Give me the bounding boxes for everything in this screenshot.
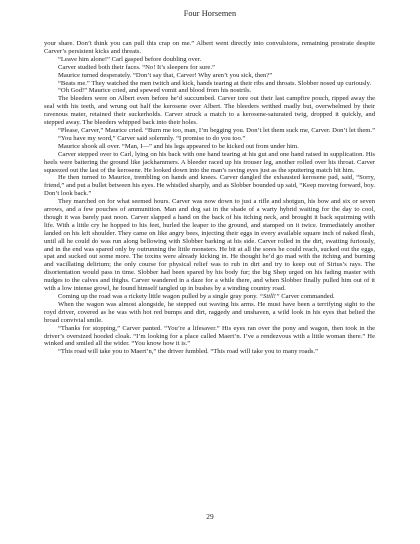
paragraph-text: Coming up the road was a rickety little wagon pulled by a single gray pony. <box>58 293 258 300</box>
paragraph: “Thanks for stopping,” Carver panted. “You’re a lifesaver.” His eyes ran over the pony and wagon, then took in the driver’s oversized hooded cloak. “I’m looking for a place called Maert’n. I’ve a rendezvous with a little woman there.” He winked and smiled all the wider. “You know how it is.” <box>44 324 375 348</box>
body-text <box>44 40 375 356</box>
italic-still: “Still!” <box>259 293 280 300</box>
paragraph: Maurice turned desperately. “Don’t say that, Carver! Why aren’t you sick, then?” <box>58 71 273 79</box>
paragraph: “You have my word,” Carver said solemnly. “I promise to do you too.” <box>58 134 246 142</box>
paragraph: “Leave him alone!” Carl gasped before doubling over. <box>58 55 202 63</box>
running-head: Four Horsemen <box>183 9 237 18</box>
paragraph: The bleeders were on Albert even before he’d succumbed. Carver tore out their last campfire pouch, ripped away the seal with his teeth, and wrung out half the kerosene over Albert. The bleeders writhed madly but, overwhelmed by their ravenous mater, retained their suckerholds. Carver struck a match to a kerosene-saturated twig, dropped it quickly, and stepped away. The bleeders whipped back into their holes. <box>44 95 375 127</box>
paragraph: “This road will take you to Maert’n,” the driver fumbled. “This road will take you to many roads.” <box>58 348 319 356</box>
paragraph: Carver studied both their faces. “No! It’s sleepers for sure.” <box>58 63 215 71</box>
paragraph: He then turned to Maurice, trembling on hands and knees. Carver dangled the exhausted kerosene pad, said, “Sorry, friend,” and put a bullet between his eyes. He whistled sharply, and as Slobber bounded up said, “Keep moving forward, boy. Don’t look back.” <box>44 174 375 198</box>
paragraph: “Beats me.” They watched the men twitch and kick, hands tearing at their ribs and throats. Slobber nosed up curiously. <box>58 79 372 87</box>
paragraph: “Oh God!” Maurice cried, and spewed vomit and blood from his nostrils. <box>58 87 252 95</box>
paragraph: Carver stepped over to Carl, lying on his back with one hand tearing at his gut and one hand raised in supplication. His heels were battering the ground like jackhammers. A bleeder raced up his trouser leg, another rolled over his throat. Carver squeezed out the last of the kerosene. He looked down into the man’s raving eyes just as the sputtering match hit him. <box>44 150 375 174</box>
paragraph: They marched on for what seemed hours. Carver was now down to just a rifle and shotgun, his bow and six or seven arrows, and a few pouches of ammunition. Man and dog sat in the shade of a warty hybrid waiting for the day to cool, though it was barely past noon. Carver slapped a hand on the back of his itching neck, and brought it back squirming with life. With a little cry he hopped to his feet, hurled the leaper to the ground, and stamped on it twice. Immediately another landed on his left shoulder. They came on like angry bees, injecting their eggs in every available square inch of naked flesh, until all he could do was run along bellowing with Slobber barking at his side. Carver rolled in the dirt, swatting furiously, and in the end was spared only by outrunning the little monsters. He bit at all the sores he could reach, sucked out the eggs, spat and sucked out some more. The toxins were already kicking in. He thought he’d go mad with the itching and burning and vacillating delirium; the only course for physical relief was to rub in dirt and try to keep out of Sirius’s rays. The disorientation would pass in time. Slobber had been spared by his body fur; the big Shep urged on his fading master with nudges to the calves and thighs. Carver wandered in a daze for a while there, and when Slobber finally pulled him out of it with a low intense growl, he found himself tangled up in bushes by a winding country road. <box>44 198 375 293</box>
paragraph: your share. Don’t think you can pull this crap on me.” Albert went directly into convulsions, remaining prostrate despite Carver’s persistent kicks and threats. <box>44 40 375 55</box>
paragraph-with-italic <box>44 293 375 301</box>
page-number: 29 <box>206 512 214 521</box>
paragraph: When the wagon was almost alongside, he stepped out waving his arms. He must have been a terrifying sight to the royd driver, covered as he was with hot red bumps and dirt, raggedy and unshaven, a wild look in his eyes that belied the broad convivial smile. <box>44 300 375 324</box>
paragraph: “Please, Carver,” Maurice cried. “Burn me too, man, I’m begging you. Don’t let them suck me, Carver. Don’t let them.” <box>58 126 375 134</box>
paragraph-text-tail: Carver commanded. <box>279 293 335 300</box>
paragraph: Maurice shook all over. “Man, I—” and his legs appeared to be kicked out from under him. <box>58 142 299 150</box>
